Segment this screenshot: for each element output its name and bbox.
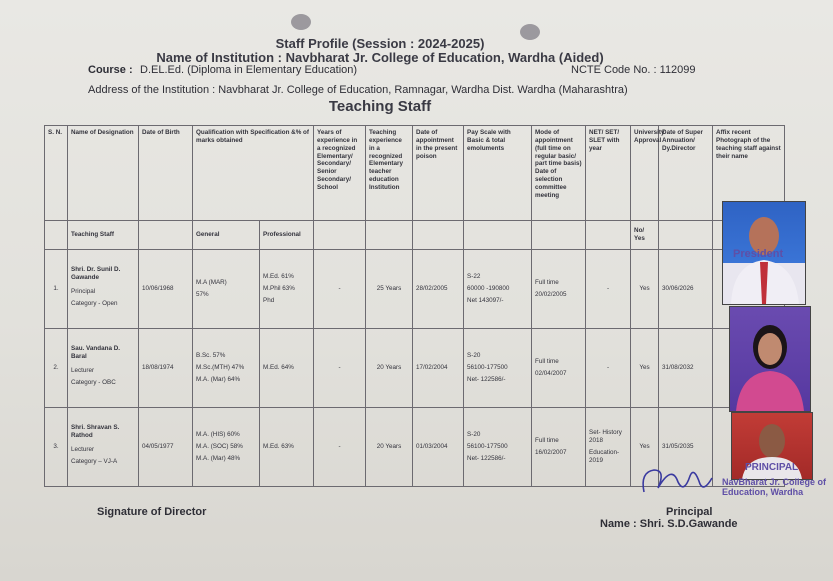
ncte-code: NCTE Code No. : 112099 bbox=[571, 64, 696, 76]
signature-of-director: Signature of Director bbox=[97, 506, 207, 518]
col-pay-scale: Pay Scale with Basic & total emoluments bbox=[464, 126, 532, 221]
photo-lecturer-1 bbox=[729, 306, 811, 412]
person-photo-icon bbox=[730, 307, 810, 411]
table-row: 2. Sau. Vandana D. Baral Lecturer Category - OBC 18/08/1974 B.Sc. 57% M.Sc.(MTH) 47% M.A. (Mar) 64% M.Ed. 64% - 20 Years 17/02/2004 S-20 56100-177500 Net- 122586/- Full time 02/04/2007 - Yes 31/08/2032 bbox=[45, 329, 785, 408]
col-date-appt: Date of appointment in the present poison bbox=[413, 126, 464, 221]
punch-hole bbox=[291, 14, 311, 30]
doc-title: Staff Profile (Session : 2024-2025) bbox=[275, 36, 485, 51]
general-label: General bbox=[193, 221, 260, 250]
col-dob: Date of Birth bbox=[139, 126, 193, 221]
institution-address: Address of the Institution : Navbharat Jr. College of Education, Ramnagar, Wardha Dist. Wardha (Maharashtra) bbox=[88, 84, 628, 96]
table-subheader-row bbox=[45, 221, 785, 250]
staff-table bbox=[44, 125, 785, 487]
principal-stamp: PRINCIPAL bbox=[745, 462, 799, 473]
col-name: Name of Designation bbox=[68, 126, 139, 221]
col-superannuation: Date of Super Annuation/ Dy.Director bbox=[659, 126, 713, 221]
course-value: D.EL.Ed. (Diploma in Elementary Education) bbox=[140, 64, 358, 76]
section-title: Teaching Staff bbox=[328, 98, 432, 115]
table-header-row bbox=[45, 126, 785, 221]
table-row: 1. Shri. Dr. Sunil D. Gawande Principal Category - Open 10/06/1968 M.A (MAR) 57% M.Ed. 61% M.Phil 63% Phd - 25 Years 28/02/2005 S-22 60000 -190800 Net 143097/- Full time 20/02/2005 - Yes 30/06/2026 bbox=[45, 250, 785, 329]
institution-name: Name of Institution : Navbharat Jr. College of Education, Wardha (Aided) bbox=[156, 50, 604, 65]
col-sno: S. N. bbox=[45, 126, 68, 221]
no-yes-label: No/ Yes bbox=[631, 221, 659, 250]
college-stamp: NavBharat Jr. College of Education, Wardha bbox=[722, 477, 827, 497]
col-qualification: Qualification with Specification &% of marks obtained bbox=[193, 126, 314, 221]
handwritten-signature bbox=[638, 458, 718, 508]
table-row: 3. Shri. Shravan S. Rathod Lecturer Category – VJ-A 04/05/1977 M.A. (HIS) 60% M.A. (SOC) 58% M.A. (Mar) 48% M.Ed. 63% - 20 Years 01/03/2004 S-20 56100-177500 Net- 122586/- Full time 16/02/2007 Set- History 2018 Education- 2019 Yes 31/05/2035 bbox=[45, 408, 785, 487]
professional-label: Professional bbox=[260, 221, 314, 250]
col-univ: University Approval bbox=[631, 126, 659, 221]
teaching-staff-label: Teaching Staff bbox=[68, 221, 139, 250]
principal-label: Principal bbox=[666, 506, 713, 518]
principal-name: Name : Shri. S.D.Gawande bbox=[600, 518, 738, 530]
course-label: Course : bbox=[88, 64, 133, 76]
president-stamp: President bbox=[733, 248, 784, 260]
col-net-set: NET/ SET/ SLET with year bbox=[586, 126, 631, 221]
col-years-exp: Years of experience in a recognized Elementary/ Secondary/ Senior Secondary/ School bbox=[314, 126, 366, 221]
col-teaching-exp: Teaching experience in a recognized Elementary teacher education Institution bbox=[366, 126, 413, 221]
col-photo: Affix recent Photograph of the teaching staff against their name bbox=[713, 126, 785, 221]
col-mode: Mode of appointment (full time on regular basic/ part time basis) Date of selection committee meeting bbox=[532, 126, 586, 221]
